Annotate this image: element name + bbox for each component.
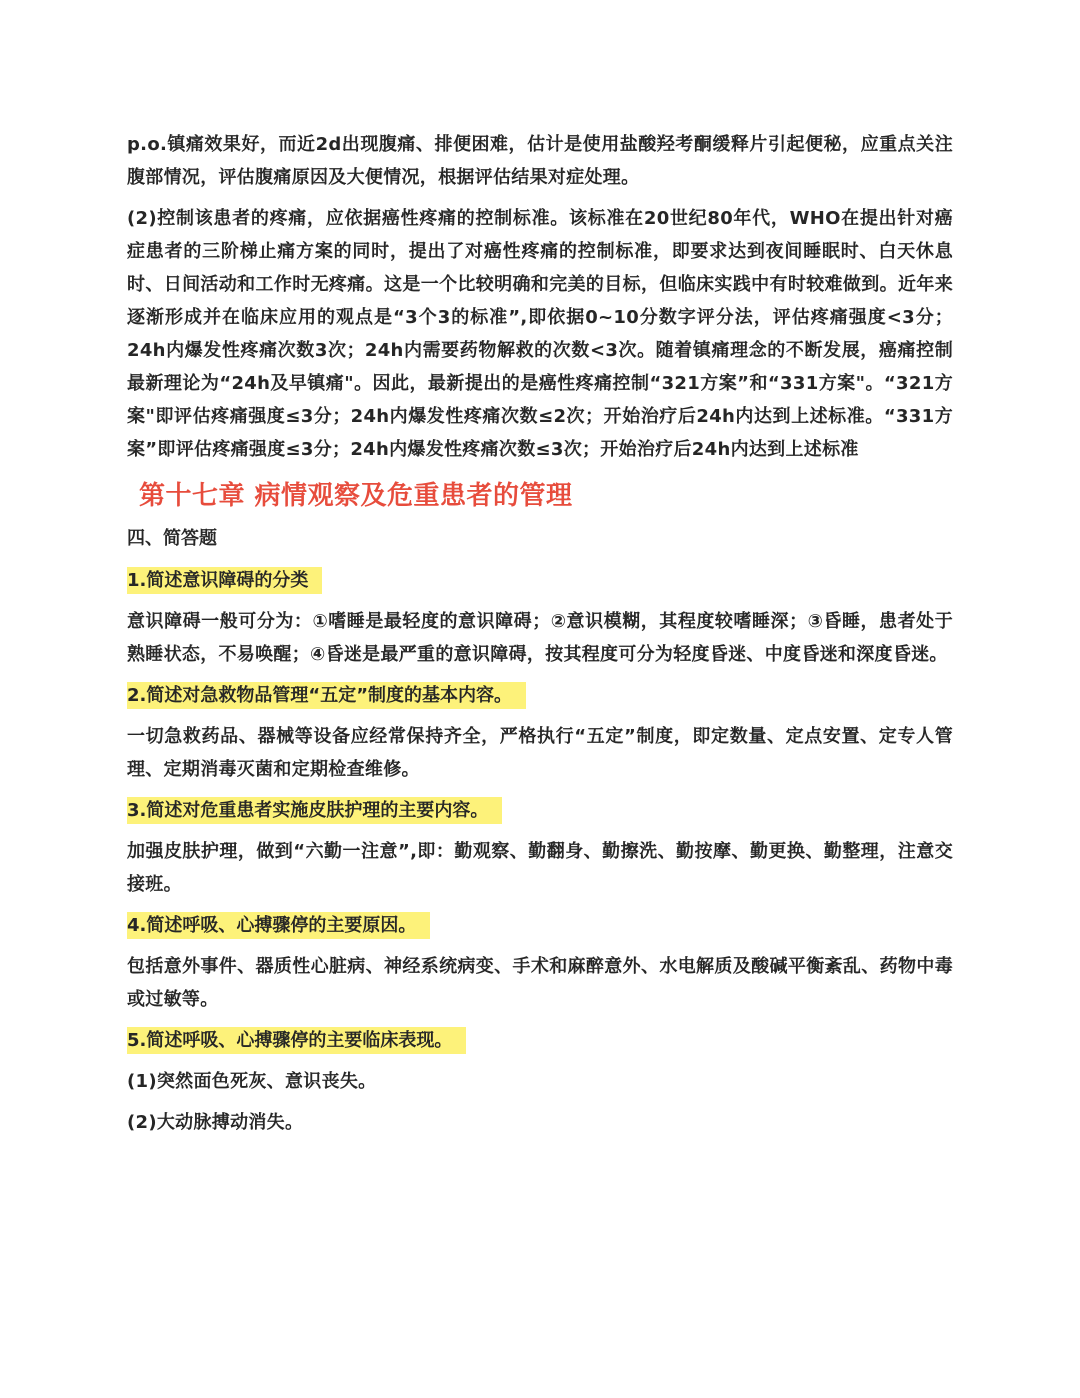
question-1 (127, 564, 953, 597)
question-3-highlight: 3.简述对危重患者实施皮肤护理的主要内容。 (127, 797, 502, 824)
answer-1: 意识障碍一般可分为：①嗜睡是最轻度的意识障碍；②意识模糊，其程度较嗜睡深；③昏睡，患者处于熟睡状态，不易唤醒；④昏迷是最严重的意识障碍，按其程度可分为轻度昏迷、中度昏迷和深度昏迷。 (127, 611, 953, 665)
question-5 (127, 1024, 953, 1057)
question-4 (127, 909, 953, 942)
answer-4: 包括意外事件、器质性心脏病、神经系统病变、手术和麻醉意外、水电解质及酸碱平衡紊乱、药物中毒或过敏等。 (127, 956, 953, 1010)
question-5-highlight: 5.简述呼吸、心搏骤停的主要临床表现。 (127, 1027, 466, 1054)
question-4-highlight: 4.简述呼吸、心搏骤停的主要原因。 (127, 912, 430, 939)
question-2-highlight: 2.简述对急救物品管理“五定”制度的基本内容。 (127, 682, 526, 709)
question-2 (127, 679, 953, 712)
question-3 (127, 794, 953, 827)
section-heading: 四、简答题 (127, 528, 217, 549)
intro-paragraph-1: p.o.镇痛效果好，而近2d出现腹痛、排便困难，估计是使用盐酸羟考酮缓释片引起便秘，应重点关注腹部情况，评估腹痛原因及大便情况，根据评估结果对症处理。 (127, 134, 953, 188)
intro-paragraph-2: (2)控制该患者的疼痛，应依据癌性疼痛的控制标准。该标准在20世纪80年代，WHO在提出针对癌症患者的三阶梯止痛方案的同时，提出了对癌性疼痛的控制标准，即要求达到夜间睡眠时、白天休息时、日间活动和工作时无疼痛。这是一个比较明确和完美的目标，但临床实践中有时较难做到。近年来逐渐形成并在临床应用的观点是“3个3的标准”,即依据0~10分数字评分法，评估疼痛强度<3分；24h内爆发性疼痛次数3次；24h内需要药物解救的次数<3次。随着镇痛理念的不断发展，癌痛控制最新理论为“24h及早镇痛"。因此，最新提出的是癌性疼痛控制“321方案”和“331方案"。“321方案"即评估疼痛强度≤3分；24h内爆发性疼痛次数≤2次；开始治疗后24h内达到上述标准。“331方案”即评估疼痛强度≤3分；24h内爆发性疼痛次数≤3次；开始治疗后24h内达到上述标准 (127, 208, 953, 460)
answer-2: 一切急救药品、器械等设备应经常保持齐全，严格执行“五定”制度，即定数量、定点安置、定专人管理、定期消毒灭菌和定期检查维修。 (127, 726, 953, 780)
document-page (127, 128, 953, 1147)
chapter-title: 第十七章 病情观察及危重患者的管理 (139, 481, 573, 511)
question-1-highlight: 1.简述意识障碍的分类 (127, 567, 322, 594)
answer-5-item-1: (1)突然面色死灰、意识丧失。 (127, 1071, 377, 1092)
answer-5-item-2: (2)大动脉搏动消失。 (127, 1112, 304, 1133)
answer-3: 加强皮肤护理，做到“六勤一注意”,即：勤观察、勤翻身、勤擦洗、勤按摩、勤更换、勤整理，注意交接班。 (127, 841, 953, 895)
